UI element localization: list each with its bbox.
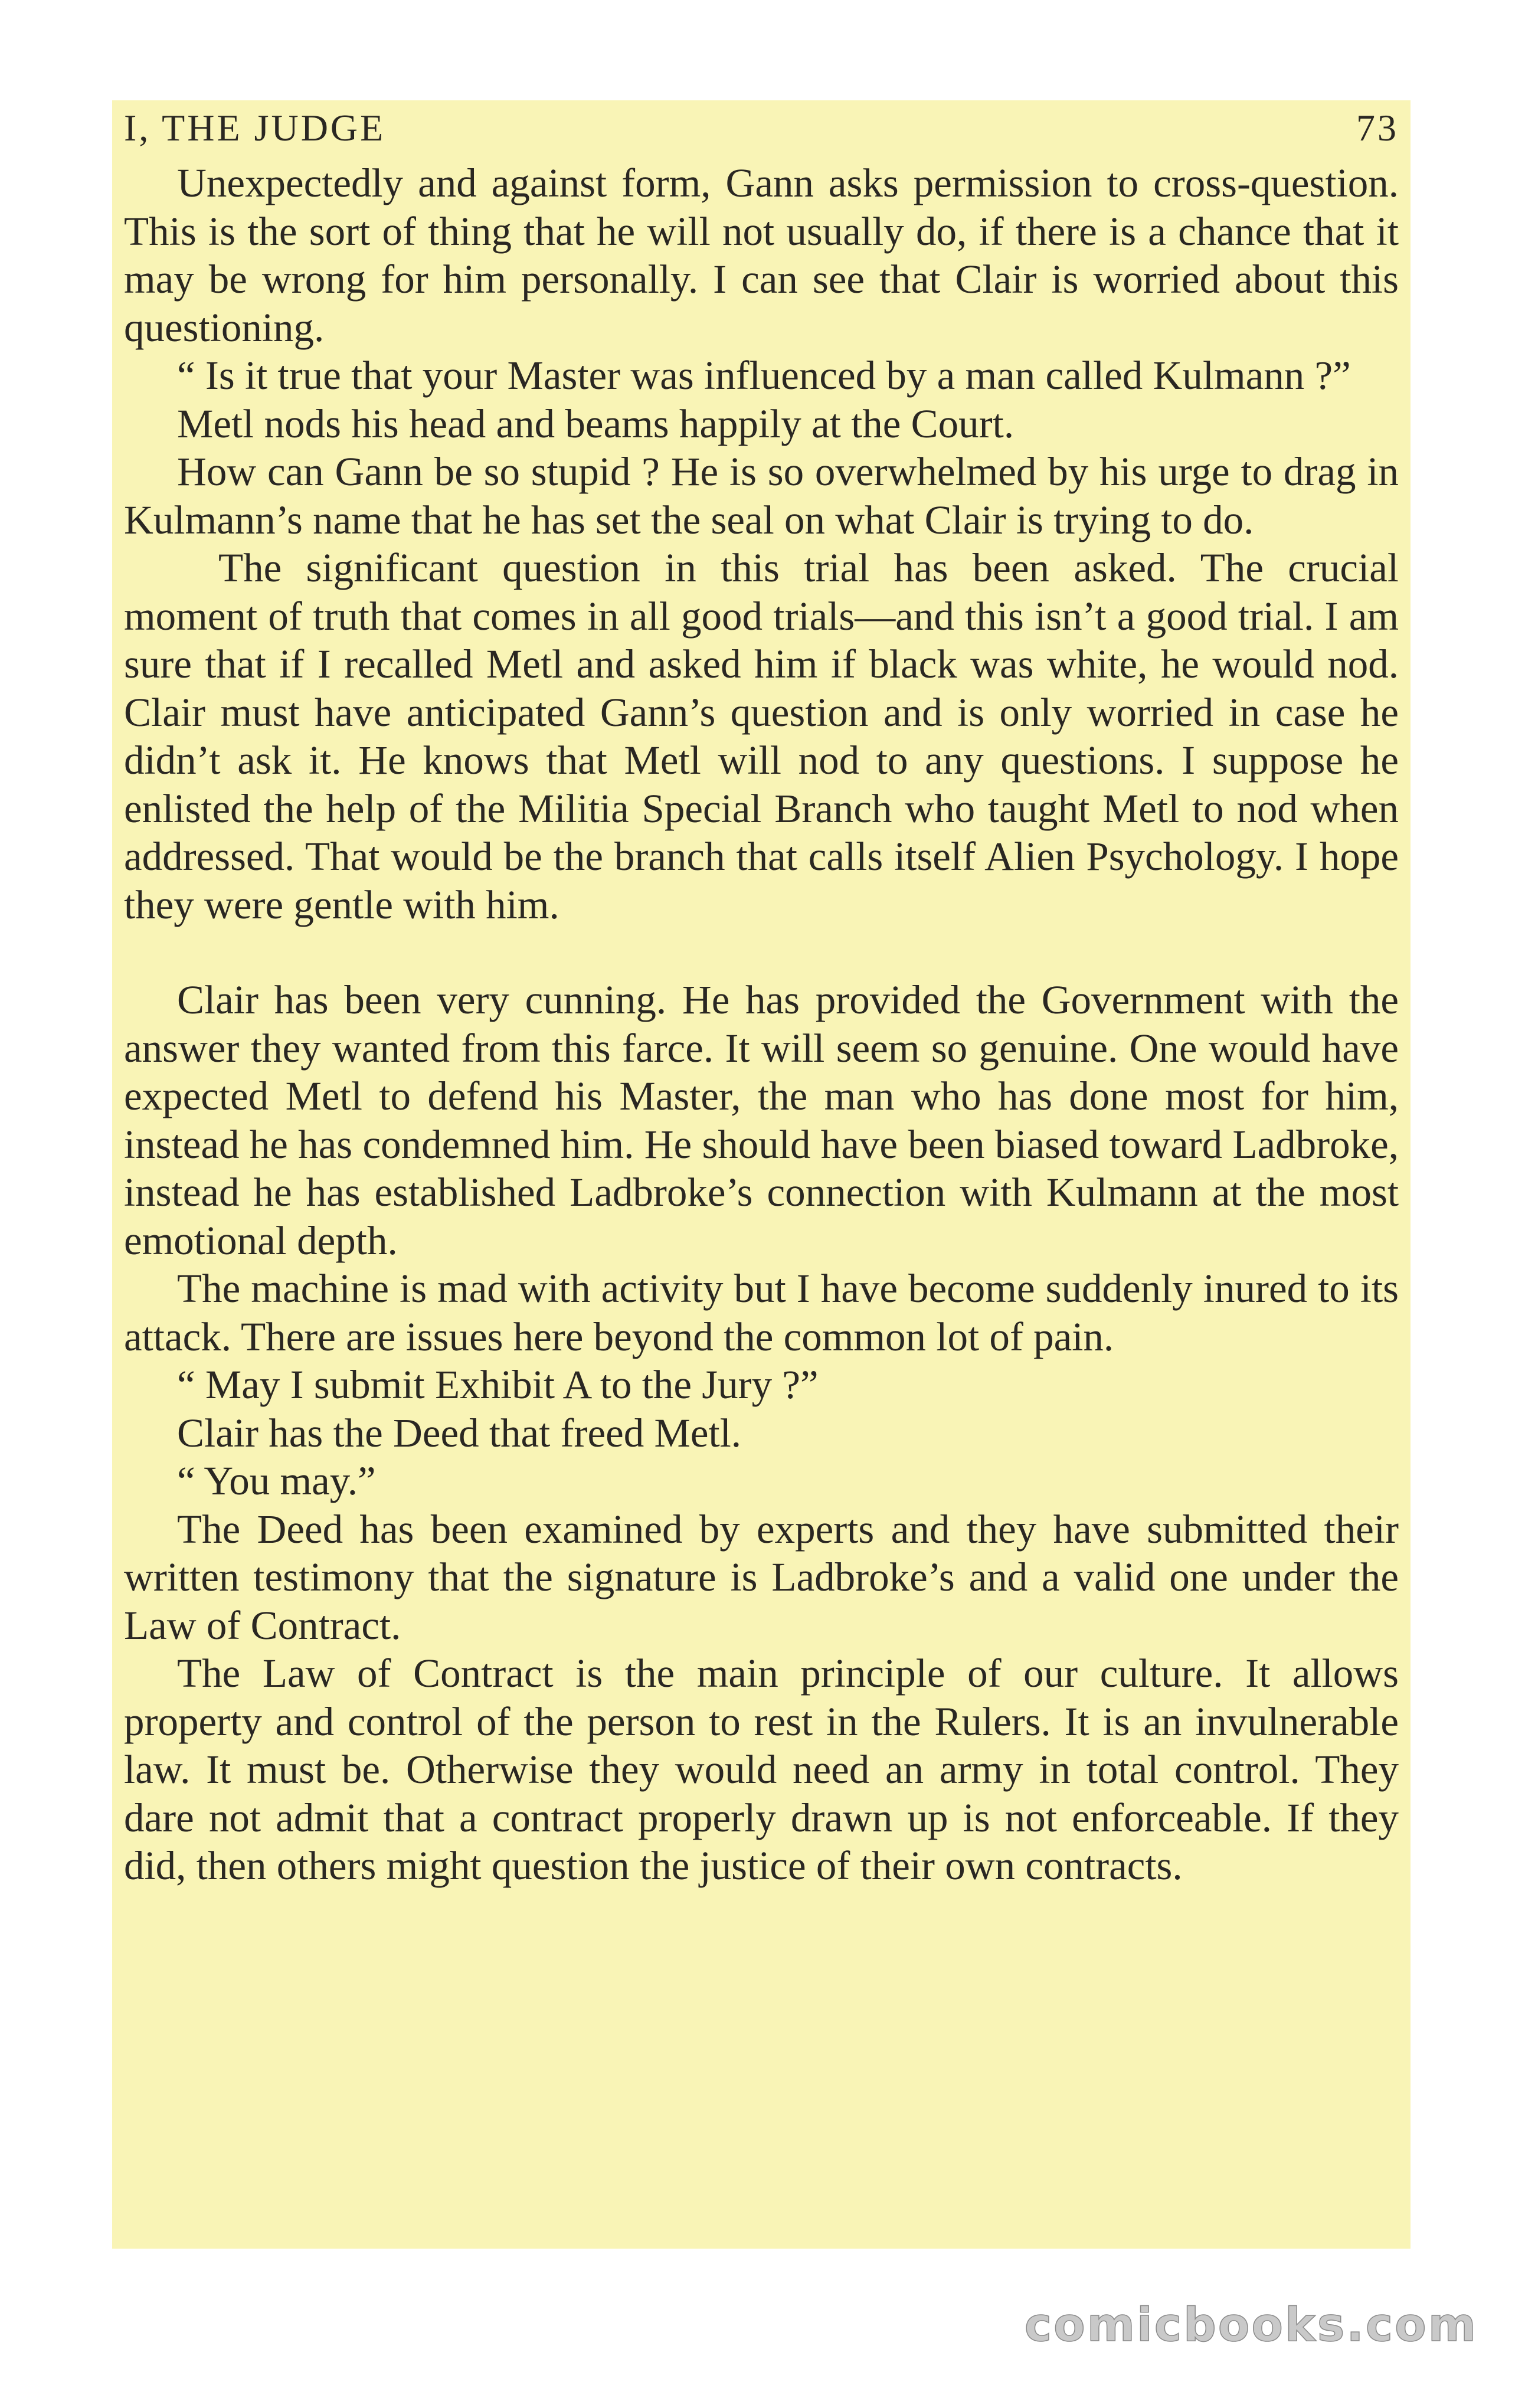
paragraph: The Deed has been examined by experts and they have submitted their written testimony that the signature is Ladbroke’s and a valid one under the Law of Contract. bbox=[124, 1506, 1399, 1648]
paragraph: How can Gann be so stupid ? He is so overwhelmed by his urge to drag in Kulmann’s name that he has set the seal on what Clair is trying to do. bbox=[124, 449, 1399, 542]
book-page bbox=[112, 100, 1411, 2249]
paragraph: Clair has been very cunning. He has provided the Government with the answer they wanted from this farce. It will seem so genuine. One would have expected Metl to defend his Master, the man who has done most for him, instead he has condemned him. He should have been biased toward Ladbroke, instead he has established Ladbroke’s connection with Kulmann at the most emotional depth. bbox=[124, 977, 1399, 1263]
paragraph: “ May I submit Exhibit A to the Jury ?” bbox=[177, 1362, 819, 1407]
watermark-logo: comicbooks.com bbox=[1024, 2299, 1478, 2352]
paragraph: Clair has the Deed that freed Metl. bbox=[177, 1410, 742, 1455]
page-number: 73 bbox=[1356, 107, 1399, 149]
paragraph: “ Is it true that your Master was influenced by a man called Kulmann ?” bbox=[177, 353, 1351, 398]
paragraph: Metl nods his head and beams happily at the Court. bbox=[177, 401, 1015, 446]
paragraph: The Law of Contract is the main principle of our culture. It allows property and control of the person to rest in the Rulers. It is an invulnerable law. It must be. Otherwise they would need an army in total control. They dare not admit that a contract properly drawn up is not enforceable. If they did, then others might question the justice of their own contracts. bbox=[124, 1651, 1399, 1888]
running-header bbox=[124, 106, 1399, 159]
paragraph: Unexpectedly and against form, Gann asks permission to cross-question. This is the sort of thing that he will not usually do, if there is a chance that it may be wrong for him personally. I can see that Clair is worried about this questioning. bbox=[124, 161, 1399, 350]
paragraph: The significant question in this trial has been asked. The crucial moment of truth that comes in all good trials—and this isn’t a good trial. I am sure that if I recalled Metl and asked him if black was white, he would nod. Clair must have anticipated Gann’s question and is only worried in case he didn’t ask it. He knows that Metl will nod to any questions. I suppose he enlisted the help of the Militia Special Branch who taught Metl to nod when addressed. That would be the branch that calls itself Alien Psychology. I hope they were gentle with him. bbox=[124, 545, 1399, 927]
running-title: I, THE JUDGE bbox=[124, 107, 386, 149]
paragraph: “ You may.” bbox=[177, 1458, 376, 1503]
paragraph: The machine is mad with activity but I have become suddenly inured to its attack. There are issues here beyond the common lot of pain. bbox=[124, 1266, 1399, 1359]
body-text bbox=[124, 159, 1399, 1890]
